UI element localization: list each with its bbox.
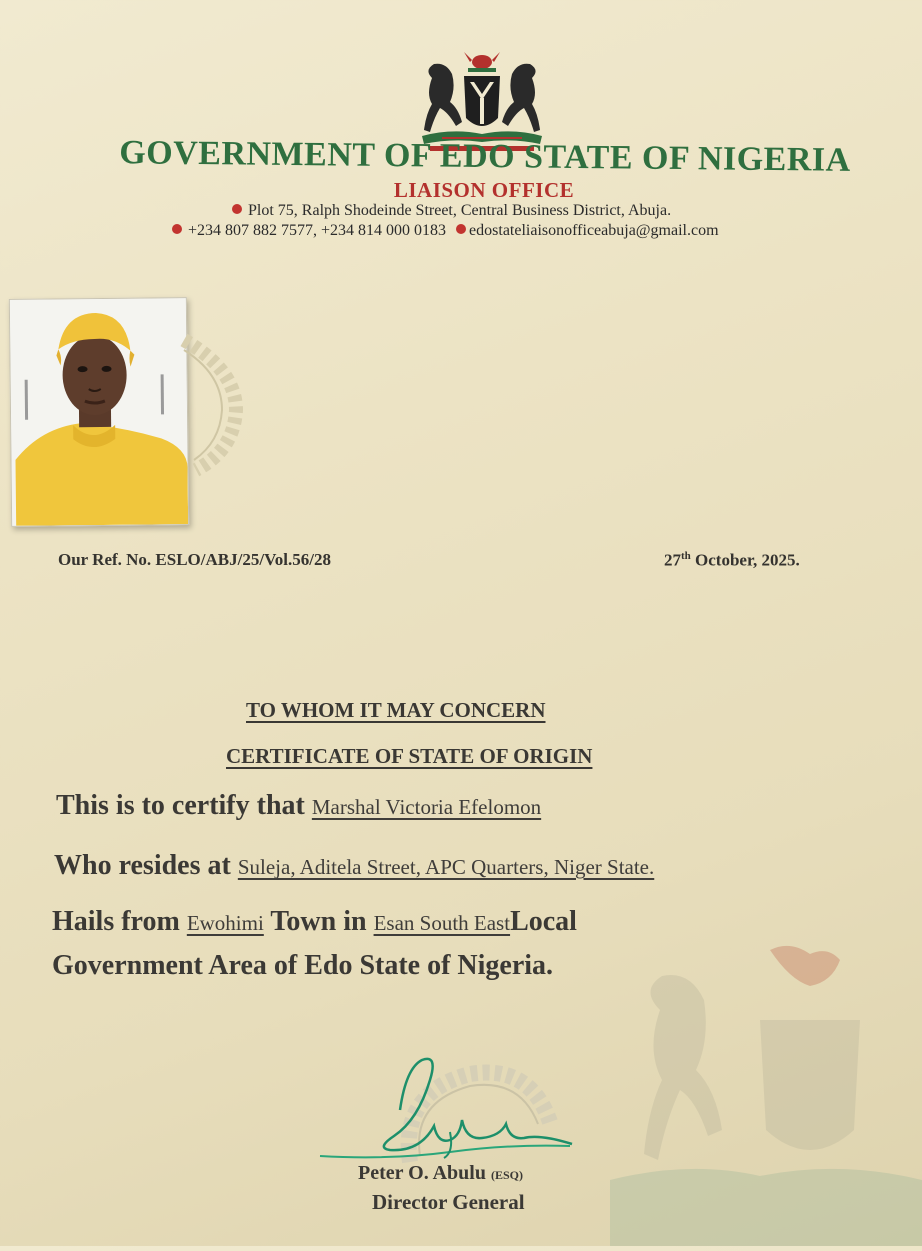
signatory-name — [358, 1162, 523, 1185]
signatory-title: Director General — [372, 1190, 525, 1214]
phone-numbers: +234 807 882 7577, +234 814 000 0183 — [188, 222, 447, 239]
location-pin-icon — [232, 204, 242, 214]
certify-prefix: This is to certify that — [56, 790, 305, 821]
address-text: Plot 75, Ralph Shodeinde Street, Central Business District, Abuja. — [248, 202, 672, 219]
email-address: edostateliaisonofficeabuja@gmail.com — [469, 222, 719, 239]
director-signature — [310, 1040, 590, 1180]
resides-line — [54, 850, 654, 882]
residence-address: Suleja, Aditela Street, APC Quarters, Niger State. — [237, 855, 655, 879]
signatory-suffix: (ESQ) — [490, 1168, 523, 1182]
embossed-seal — [176, 330, 246, 480]
holder-name: Marshal Victoria Efelomon — [311, 795, 542, 819]
town-word: Town in — [270, 906, 367, 937]
government-title: GOVERNMENT OF EDO STATE OF NIGERIA — [119, 134, 851, 179]
hails-line — [52, 906, 577, 938]
lga-name: Esan South East — [373, 911, 511, 935]
closing-line: Government Area of Edo State of Nigeria. — [52, 950, 554, 981]
signatory-name-text: Peter O. Abulu — [358, 1162, 486, 1184]
date-suffix: th — [681, 550, 691, 562]
phone-icon — [172, 224, 182, 234]
hails-prefix: Hails from — [52, 906, 180, 937]
email-icon — [456, 224, 466, 234]
hometown: Ewohimi — [186, 911, 264, 935]
office-contacts — [172, 222, 719, 240]
resides-prefix: Who resides at — [54, 850, 231, 881]
office-address — [232, 202, 671, 220]
date-day: 27 — [664, 550, 681, 570]
date-month-year: October, 2025. — [690, 550, 800, 570]
heading-certificate: CERTIFICATE OF STATE OF ORIGIN — [226, 744, 593, 768]
coat-of-arms-logo — [412, 48, 552, 152]
reference-number: Our Ref. No. ESLO/ABJ/25/Vol.56/28 — [58, 550, 331, 569]
passport-photo — [9, 297, 189, 527]
certify-line — [56, 790, 541, 822]
document-date — [664, 550, 800, 571]
coat-of-arms-watermark — [600, 930, 922, 1246]
heading-to-whom: TO WHOM IT MAY CONCERN — [246, 698, 546, 722]
office-subtitle: LIAISON OFFICE — [393, 178, 575, 202]
local-word: Local — [510, 906, 577, 937]
